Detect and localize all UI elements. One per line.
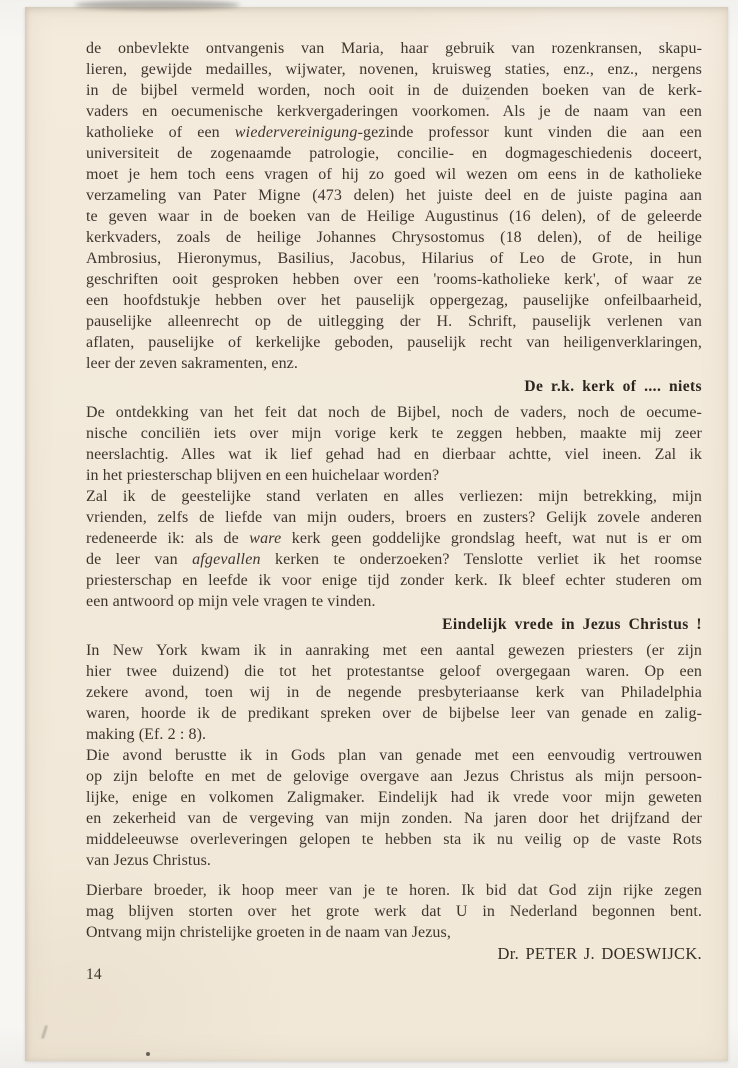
body-paragraph [86,402,702,486]
body-paragraph [86,640,702,745]
body-paragraph [86,38,702,374]
signature-line: Dr. PETER J. DOESWIJCK. [497,944,702,963]
text-line: en zekerheid van de vergeving van mijn zonden. Na jaren door het drijfzand der [86,810,702,827]
text-line: Ontvang mijn christelijke groeten in de naam van Jezus, [86,924,451,941]
text-line: een hoofdstukje hebben over het pauselijk oppergezag, pauselijke onfeilbaarheid, [86,292,702,309]
text-line: universiteit de zogenaamde patrologie, concilie- en dogmageschiedenis doceert, [86,145,702,162]
text-line: middeleeuwse overleveringen gelopen te hebben sta ik nu veilig op de vaste Rots [86,831,702,848]
section-heading: De r.k. kerk of .... niets [524,378,702,395]
text-line: in de bijbel vermeld worden, noch ooit in de duizenden boeken van de kerk- [86,82,702,99]
scan-speck [485,97,490,100]
text-line: in het priesterschap blijven en een huichelaar worden? [86,467,440,484]
body-paragraph [86,486,702,612]
text-line: waren, hoorde ik de predikant spreken over de bijbelse leer van genade en zalig- [86,705,702,722]
page-text-block [86,38,702,985]
text-line: lijke, enige en volkomen Zaligmaker. Eindelijk had ik vrede voor mijn geweten [86,789,702,806]
scan-pencil-mark [41,1025,48,1039]
text-line: moet je hem toch eens vragen of hij zo goed wil wezen om eens in de katholieke [86,166,702,183]
text-line: verzameling van Pater Migne (473 delen) het juiste deel en de juiste pagina aan [86,187,702,204]
text-line: op zijn belofte en met de gelovige overgave aan Jezus Christus als mijn persoon- [86,768,702,785]
text-line: zekere avond, toen wij in de negende presbyteriaanse kerk van Philadelphia [86,684,702,701]
text-line: een antwoord op mijn vele vragen te vinden. [86,593,376,610]
text-line: pauselijke alleenrecht op de uitlegging der H. Schrift, pauselijk verlenen van [86,313,702,330]
scan-smudge [75,0,240,10]
body-paragraph [86,745,702,871]
text-line: lieren, gewijde medailles, wijwater, novenen, kruisweg staties, enz., enz., nergens [86,61,702,78]
text-line: te geven waar in de boeken van de Heilige Augustinus (16 delen), of de geleerde [86,208,702,225]
text-line: Die avond berustte ik in Gods plan van genade met een eenvoudig vertrouwen [86,747,702,764]
scan-speck [146,1052,150,1056]
page-number: 14 [86,966,102,983]
text-line: making (Ef. 2 : 8). [86,726,207,743]
body-paragraph [86,880,702,943]
text-line: redeneerde ik: als de ware kerk geen goddelijke grondslag heeft, wat nut is er om [86,530,702,547]
text-line: leer der zeven sakramenten, enz. [86,355,298,372]
text-line: hier twee duizend) die tot het protestantse geloof overgegaan waren. Op een [86,663,702,680]
text-line: priesterschap en leefde ik voor enige tijd zonder kerk. Ik bleef echter studeren om [86,572,702,589]
text-line: van Jezus Christus. [86,852,212,869]
text-line: mag blijven storten over het grote werk dat U in Nederland begonnen bent. [86,903,702,920]
text-line: Ambrosius, Hieronymus, Basilius, Jacobus, Hilarius of Leo de Grote, in hun [86,250,702,267]
text-line: nische conciliën iets over mijn vorige kerk te zeggen hebben, maakte mij zeer [86,425,702,442]
book-page [25,7,728,1061]
text-line: katholieke of een wiedervereinigung-gezinde professor kunt vinden die aan een [86,124,702,141]
text-line: Zal ik de geestelijke stand verlaten en alles verliezen: mijn betrekking, mijn [86,488,702,505]
text-line: kerkvaders, zoals de heilige Johannes Chrysostomus (18 delen), of de heilige [86,229,702,246]
text-line: aflaten, pauselijke of kerkelijke geboden, pauselijk recht van heiligenverklaringen, [86,334,702,351]
text-line: In New York kwam ik in aanraking met een aantal gewezen priesters (er zijn [86,642,702,659]
text-line: de onbevlekte ontvangenis van Maria, haar gebruik van rozenkransen, skapu- [86,40,702,57]
text-line: Dierbare broeder, ik hoop meer van je te horen. Ik bid dat God zijn rijke zegen [86,882,702,899]
text-line: De ontdekking van het feit dat noch de Bijbel, noch de vaders, noch de oecume- [86,404,702,421]
text-line: geschriften ooit gesproken hebben over een 'rooms-katholieke kerk', of waar ze [86,271,702,288]
text-line: vaders en oecumenische kerkvergaderingen voorkomen. Als je de naam van een [86,103,702,120]
text-line: vrienden, zelfs de liefde van mijn ouders, broers en zusters? Gelijk zovele anderen [86,509,702,526]
text-line: neerslachtig. Alles wat ik lief gehad had en dierbaar achtte, viel ineen. Zal ik [86,446,702,463]
section-heading: Eindelijk vrede in Jezus Christus ! [442,616,702,633]
text-line: de leer van afgevallen kerken te onderzoeken? Tenslotte verliet ik het roomse [86,551,702,568]
